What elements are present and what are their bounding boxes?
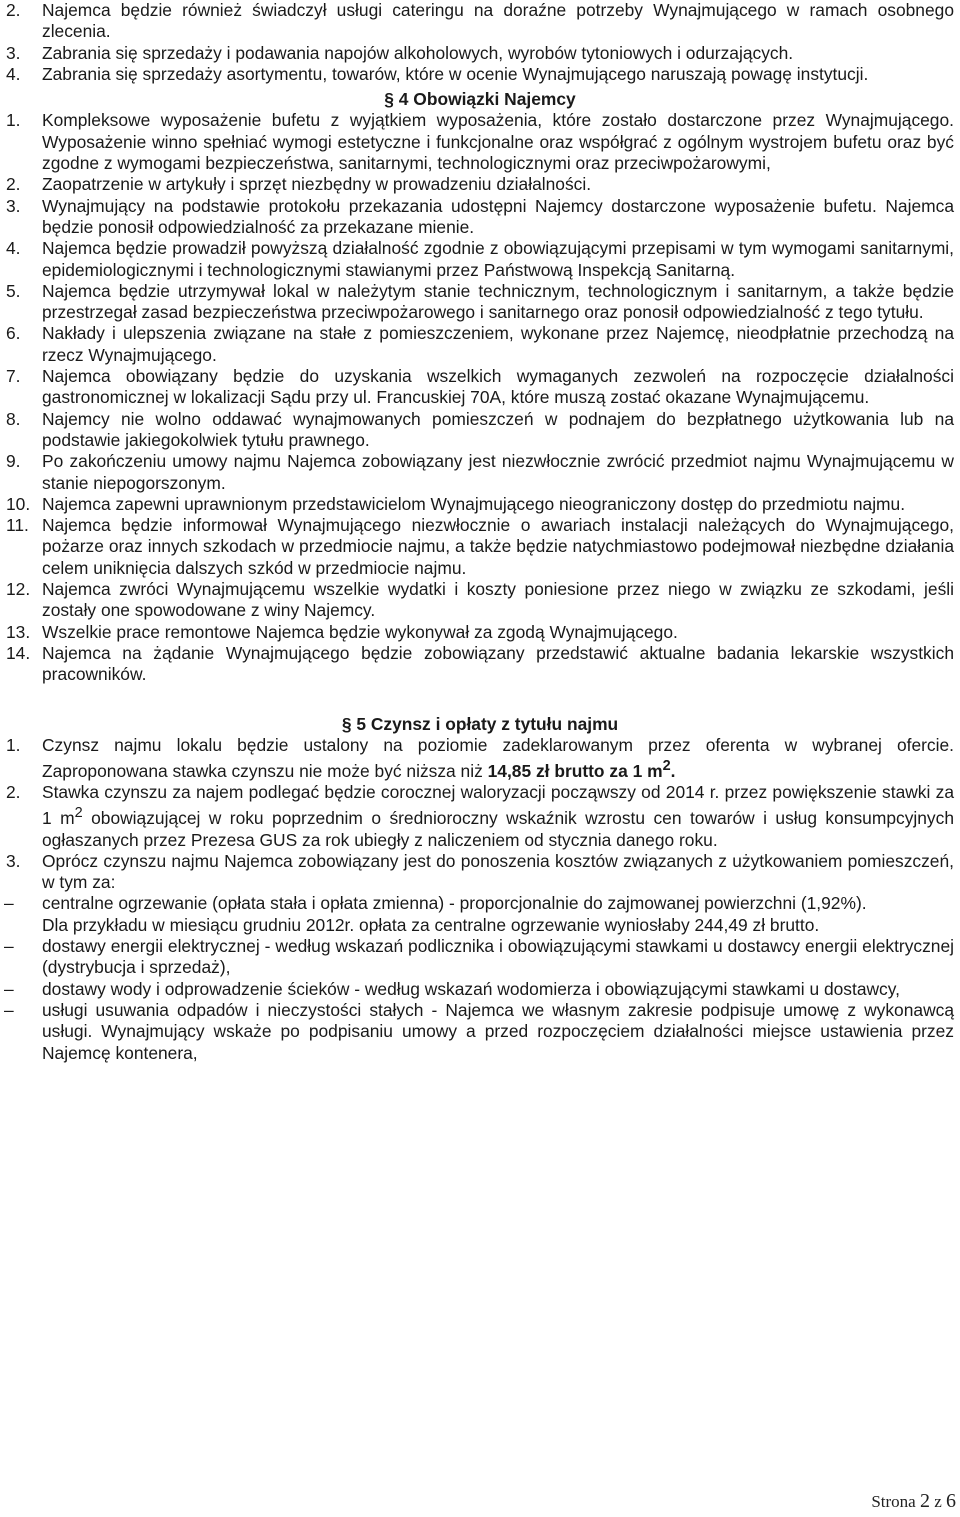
list-item: 1. Kompleksowe wyposażenie bufetu z wyjątkiem wyposażenia, które zostało dostarczone przez Wynajmującego. Wyposażenie winno spełniać wymogi estetyczne i funkcjonalne oraz współgrać z ogólnym wystrojem bufetu oraz być zgodne z wymogami bezpieczeństwa, sanitarnymi, technologicznymi oraz przeciwpożarowymi, [6, 110, 954, 174]
page-total: 6 [946, 1490, 956, 1512]
list-item: 13. Wszelkie prace remontowe Najemca będzie wykonywał za zgodą Wynajmującego. [6, 621, 678, 642]
bullet-item: – dostawy energii elektrycznej - według wskazań podlicznika i obowiązującymi stawkami u dostawcy energii elektrycznej (dystrybucja i sprzedaż), [4, 936, 954, 978]
bullet-item: – dostawy wody i odprowadzenie ścieków - według wskazań wodomierza i obowiązującymi stawkami u dostawcy, [4, 978, 900, 999]
bullet-item: – centralne ogrzewanie (opłata stała i opłata zmienna) - proporcjonalnie do zajmowanej powierzchni (1,92%). Dla przykładu w miesiącu grudniu 2012r. opłata za centralne ogrzewanie wyniosłaby 244,49 zł brutto. [4, 893, 867, 935]
list-item: 12. Najemca zwróci Wynajmującemu wszelkie wydatki i koszty poniesione przez niego w związku ze szkodami, jeśli zostały one spowodowane z winy Najemcy. [6, 579, 954, 621]
section-4-title: § 4 Obowiązki Najemcy [384, 89, 576, 110]
rent-rate: 14,85 zł brutto za 1 m [487, 760, 663, 781]
list-item: 3. Wynajmujący na podstawie protokołu przekazania udostępni Najemcy dostarczone wyposażenie bufetu. Najemca będzie ponosił odpowiedzialność za przekazane mienie. [6, 195, 954, 237]
list-item: 8. Najemcy nie wolno oddawać wynajmowanych pomieszczeń w podnajem do bezpłatnego użytkowania lub na podstawie jakiegokolwiek tytułu prawnego. [6, 408, 954, 450]
top-list [0, 0, 960, 85]
list-item: 9. Po zakończeniu umowy najmu Najemca zobowiązany jest niezwłocznie zwrócić przedmiot najmu Wynajmującemu w stanie niepogorszonym. [6, 451, 954, 493]
list-item: 2. Zaopatrzenie w artykuły i sprzęt niezbędny w prowadzeniu działalności. [6, 174, 592, 195]
section-4-list [0, 110, 960, 685]
page-number: 2 [919, 1490, 930, 1512]
section-5-list [0, 735, 960, 1064]
bullet-note: Dla przykładu w miesiącu grudniu 2012r. opłata za centralne ogrzewanie wyniosłaby 244,49 zł brutto. [42, 914, 820, 935]
list-item: 6. Nakłady i ulepszenia związane na stałe z pomieszczeniem, wykonane przez Najemcę, nieodpłatnie przechodzą na rzecz Wynajmującego. [6, 323, 954, 365]
list-item: 3. Zabrania się sprzedaży i podawania napojów alkoholowych, wyrobów tytoniowych i odurzających. [6, 42, 794, 63]
list-item: 5. Najemca będzie utrzymywał lokal w należytym stanie technicznym, technologicznym i sanitarnym, a także będzie przestrzegał zasad bezpieczeństwa przeciwpożarowego i sanitarnego oraz ponosił odpowiedzialność z tego tytułu. [6, 280, 954, 323]
list-item: 2. Stawka czynszu za najem podlegać będzie corocznej waloryzacji począwszy od 2014 r. przez powiększenie stawki za 1 $m^2$ obowiązującej w roku poprzednim o średnioroczny wskaźnik wzrostu cen towarów i usług konsumpcyjnych ogłaszanych przez Prezesa GUS za rok ubiegły z naliczeniem od stycznia danego roku. [6, 782, 954, 850]
list-item: 1. Czynsz najmu lokalu będzie ustalony na poziomie zadeklarowanym przez oferenta w wybranej ofercie. Zaproponowana stawka czynszu nie może być niższa niż 14,85 zł brutto za 1 $m^2$. [6, 734, 954, 781]
list-item: 4. Najemca będzie prowadził powyższą działalność zgodnie z obowiązującymi przepisami w tym wymogami sanitarnymi, epidemiologicznymi i technologicznymi stawianymi przez Państwową Inspekcją Sanitarną. [6, 238, 954, 280]
page-footer: Strona 2 z 6 [871, 1490, 956, 1512]
list-item: 14. Najemca na żądanie Wynajmującego będzie zobowiązany przedstawić aktualne badania lekarskie wszystkich pracowników. [6, 642, 954, 685]
section-spacer [0, 686, 960, 714]
list-item: 2. Najemca będzie również świadczył usługi cateringu na doraźne potrzeby Wynajmującego w ramach osobnego zlecenia. [6, 0, 954, 42]
bullet-item: – usługi usuwania odpadów i nieczystości stałych - Najemca we własnym zakresie podpisuje umowę z wykonawcą usługi. Wynajmujący wskaże po podpisaniu umowy a przed rozpoczęciem działalności miejsce ustawienia przez Najemcę kontenera, [4, 999, 954, 1063]
list-item: 4. Zabrania się sprzedaży asortymentu, towarów, które w ocenie Wynajmującego naruszają powagę instytucji. [6, 63, 869, 84]
list-item: 10. Najemca zapewni uprawnionym przedstawicielom Wynajmującego nieograniczony dostęp do przedmiotu najmu. [6, 493, 906, 514]
section-5-title: § 5 Czynsz i opłaty z tytułu najmu [341, 713, 619, 734]
list-item: 7. Najemca obowiązany będzie do uzyskania wszelkich wymaganych zezwoleń na rozpoczęcie działalności gastronomicznej w lokalizacji Sądu przy ul. Francuskiej 70A, które muszą zostać okazane Wynajmującemu. [6, 366, 954, 408]
list-item: 11. Najemca będzie informował Wynajmującego niezwłocznie o awariach instalacji należących do Wynajmującego, pożarze oraz innych szkodach w przedmiocie najmu, a także będzie natychmiastowo podejmował niezbędne działania celem uniknięcia dalszych szkód w przedmiocie najmu. [6, 515, 954, 578]
list-item: 3. Oprócz czynszu najmu Najemca zobowiązany jest do ponoszenia kosztów związanych z użytkowaniem pomieszczeń, w tym za: [6, 850, 954, 893]
